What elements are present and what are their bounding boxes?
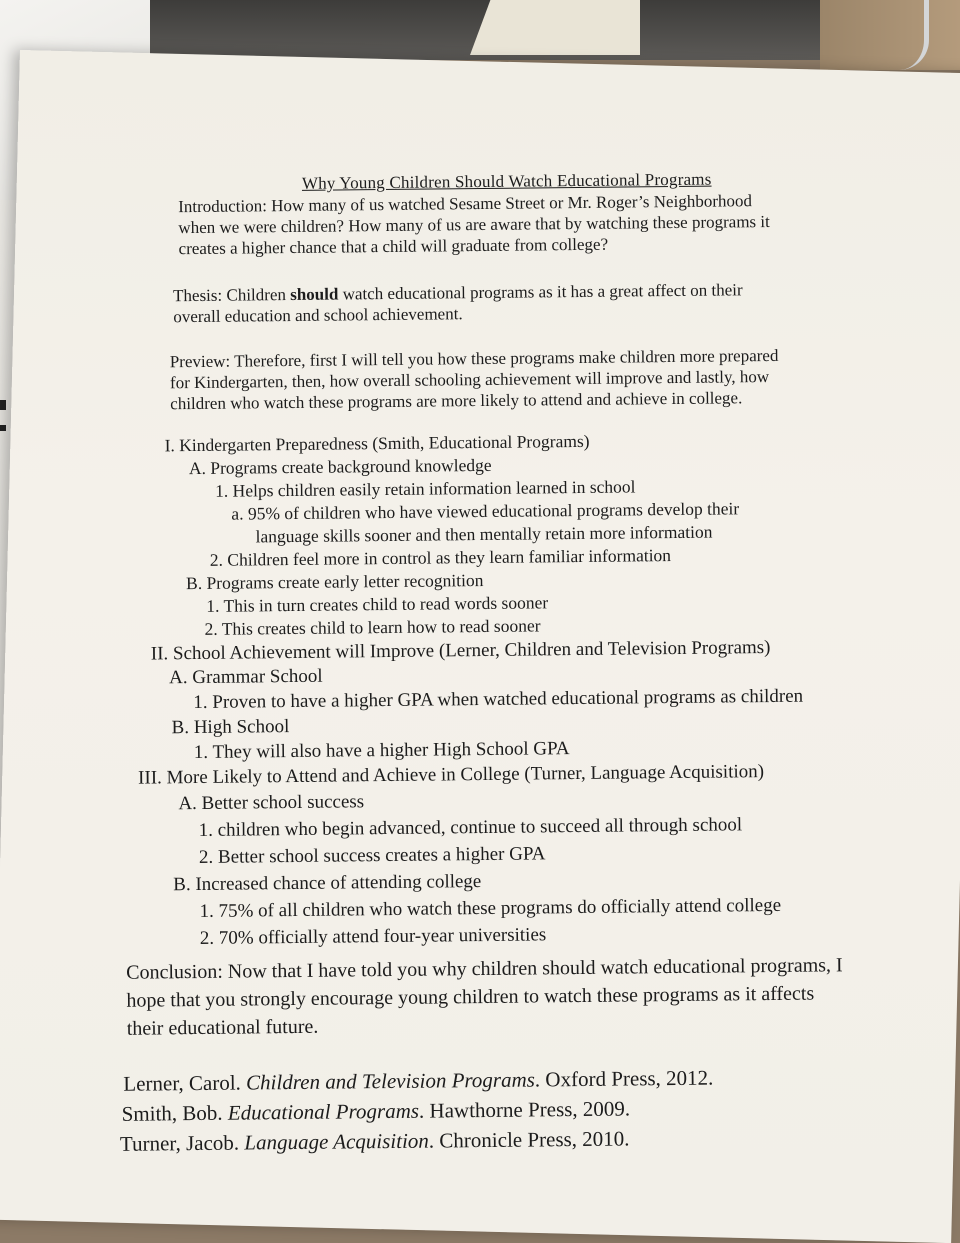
introduction-line: when we were children? How many of us are aware that by watching these programs it [178, 211, 770, 238]
reference-publisher: . Hawthorne Press, 2009. [418, 1096, 631, 1123]
outline-item: a. 95% of children who have viewed educational programs develop their [231, 498, 740, 524]
thesis [173, 279, 743, 327]
outline-item: 1. 75% of all children who watch these programs do officially attend college [199, 894, 782, 922]
outline-item: 2. This creates child to learn how to read sooner [204, 615, 541, 639]
outline-item: 2. Children feel more in control as they learn familiar information [209, 545, 672, 570]
reference-title: Language Acquisition [244, 1128, 429, 1155]
outline-heading: I. Kindergarten Preparedness (Smith, Educational Programs) [164, 430, 590, 456]
outline-item: 2. Better school success creates a higher GPA [198, 843, 546, 868]
outline-item: 1. children who begin advanced, continue to succeed all through school [198, 814, 743, 841]
reference-title: Educational Programs [227, 1098, 420, 1125]
reference-publisher: . Oxford Press, 2012. [534, 1065, 714, 1092]
reference-entry [123, 1066, 713, 1097]
preview [170, 345, 779, 414]
thesis-label: Thesis: [172, 285, 223, 306]
outline-item: 2. 70% officially attend four-year universities [199, 924, 547, 949]
outline-item: A. Grammar School [168, 665, 323, 689]
thesis-line: overall education and school achievement. [173, 304, 463, 327]
outline-item: language skills sooner and then mentally retain more information [255, 521, 713, 547]
reference-author: Turner, Jacob. [119, 1130, 240, 1156]
conclusion-line: Conclusion: Now that I have told you why children should watch educational programs, I [126, 954, 843, 984]
reference-entry [122, 1096, 631, 1126]
outline-heading: II. School Achievement will Improve (Lerner, Children and Television Programs) [150, 636, 771, 665]
outline-item: 1. They will also have a higher High School GPA [193, 738, 570, 764]
outline-item: A. Better school success [178, 791, 365, 815]
preview-line: children who watch these programs are more likely to attend and achieve in college. [170, 388, 743, 414]
reference-publisher: . Chronicle Press, 2010. [428, 1126, 630, 1153]
thesis-text: Children [226, 285, 287, 305]
conclusion-line: their educational future. [126, 1015, 319, 1040]
conclusion [126, 950, 960, 1043]
outline-item: 1. Proven to have a higher GPA when watched educational programs as children [193, 685, 804, 714]
thesis-emphasis: should [290, 284, 339, 305]
document-title: Why Young Children Should Watch Educational Programs [301, 169, 712, 193]
introduction-line: Introduction: How many of us watched Sesame Street or Mr. Roger’s Neighborhood [178, 191, 753, 217]
outline-item: B. Programs create early letter recognition [185, 569, 484, 594]
outline-item: B. Increased chance of attending college [173, 871, 482, 896]
conclusion-line: hope that you strongly encourage young children to watch these programs as it affects [126, 982, 815, 1012]
reference-entry [120, 1126, 630, 1156]
preview-line: for Kindergarten, then, how overall schooling achievement will improve and lastly, how [169, 366, 770, 393]
outline-item: 1. Helps children easily retain information learned in school [215, 476, 636, 501]
preview-line: Preview: Therefore, first I will tell you how these programs make children more prepared [169, 345, 779, 372]
introduction-line: creates a higher chance that a child will graduate from college? [178, 234, 609, 259]
reference-title: Children and Television Programs [245, 1067, 535, 1095]
outline-heading: III. More Likely to Attend and Achieve in College (Turner, Language Acquisition) [138, 761, 765, 789]
introduction [178, 190, 770, 259]
outline-item: B. High School [171, 716, 290, 739]
reference-author: Lerner, Carol. [123, 1070, 241, 1096]
outline-item: 1. This in turn creates child to read words sooner [206, 592, 549, 616]
thesis-text: watch educational programs as it has a great affect on their [342, 280, 743, 304]
outline-item: A. Programs create background knowledge [188, 454, 492, 479]
reference-author: Smith, Bob. [121, 1100, 223, 1126]
